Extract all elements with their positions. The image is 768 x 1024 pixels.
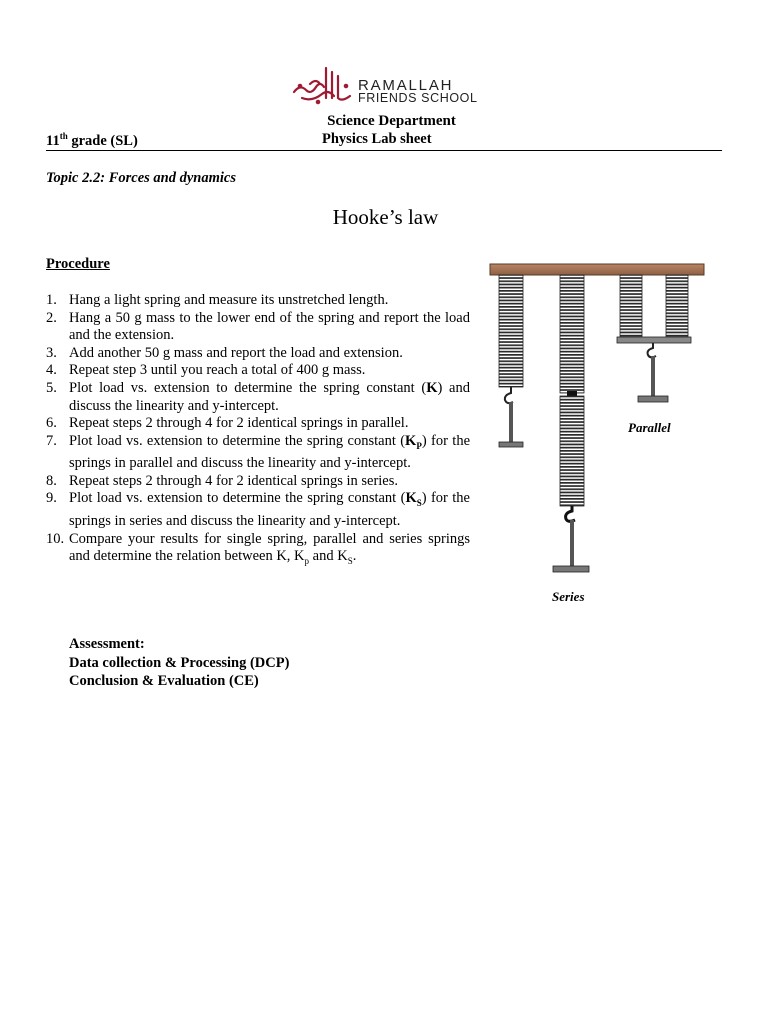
constant-letter: K xyxy=(405,490,417,507)
step-number: 7. xyxy=(46,432,57,449)
step-text-part: ) for the springs in series and discuss the linearity and y-intercept. xyxy=(69,490,470,529)
constant-subscript: P xyxy=(416,440,422,451)
step-text: Repeat step 3 until you reach a total of 400 g mass. xyxy=(69,362,366,379)
page-title: Hooke’s law xyxy=(332,205,439,229)
assessment-ce: Conclusion & Evaluation (CE) xyxy=(69,673,259,689)
series-label: Series xyxy=(552,589,585,604)
parallel-spring-assembly xyxy=(617,275,691,402)
step-text-part: ) for the springs in parallel and discuss the linearity and y-intercept. xyxy=(69,432,470,472)
constant-symbol xyxy=(405,433,422,449)
list-item xyxy=(46,345,470,363)
step-text: Repeat steps 2 through 4 for 2 identical springs in series. xyxy=(69,472,399,489)
assessment-block xyxy=(69,635,289,691)
step-number: 2. xyxy=(46,309,57,326)
list-item xyxy=(46,362,470,380)
list-item xyxy=(46,433,470,473)
grade-label xyxy=(46,131,138,150)
series-spring-assembly xyxy=(553,275,589,572)
constant-subscript: S xyxy=(347,555,353,566)
step-text xyxy=(69,531,470,571)
assessment-heading: Assessment: xyxy=(69,636,145,652)
grade-number: 11 xyxy=(46,132,60,149)
step-number: 8. xyxy=(46,472,57,489)
spring-apparatus-figure xyxy=(485,258,710,613)
step-text: Hang a 50 g mass to the lower end of the spring and report the load and the extension. xyxy=(69,309,470,344)
grade-suffix: th xyxy=(59,131,68,141)
step-number: 4. xyxy=(46,362,57,379)
header-divider xyxy=(46,150,722,151)
assessment-dcp: Data collection & Processing (DCP) xyxy=(69,654,290,671)
step-text-part: Plot load vs. extension to determine the spring constant ( xyxy=(69,432,406,449)
list-item xyxy=(46,490,470,530)
step-text-part: Plot load vs. extension to determine the spring constant ( xyxy=(69,379,427,396)
list-item xyxy=(46,531,470,571)
list-item xyxy=(46,380,470,415)
step-number: 6. xyxy=(46,415,57,432)
step-number: 9. xyxy=(46,490,57,507)
step-text: Repeat steps 2 through 4 for 2 identical springs in parallel. xyxy=(69,415,409,432)
step-text: Add another 50 g mass and report the load and extension. xyxy=(69,344,403,361)
step-text-part: Compare your results for single spring, parallel and series springs and determine the relation between K, K xyxy=(69,530,470,565)
grade-rest: grade (SL) xyxy=(67,132,138,149)
list-item xyxy=(46,310,470,345)
school-name-line2: FRIENDS SCHOOL xyxy=(358,91,478,105)
step-text-part: ) and discuss the linearity and y-intercept. xyxy=(69,379,470,414)
department-heading: Science Department xyxy=(327,113,456,129)
step-number: 1. xyxy=(46,292,57,308)
constant-subscript: p xyxy=(304,555,310,566)
procedure-heading: Procedure xyxy=(46,256,110,272)
step-text xyxy=(69,433,470,473)
constant-symbol: K xyxy=(426,379,438,396)
constant-letter: K xyxy=(405,432,417,449)
parallel-label: Parallel xyxy=(628,420,671,435)
support-board xyxy=(490,264,704,275)
school-name-line1: RAMALLAH xyxy=(358,77,454,94)
sheet-title: Physics Lab sheet xyxy=(322,131,432,147)
list-item xyxy=(46,292,470,310)
procedure-list xyxy=(46,292,470,571)
list-item xyxy=(46,473,470,491)
constant-symbol xyxy=(405,490,422,509)
constant-subscript: S xyxy=(416,498,422,509)
step-text xyxy=(69,380,470,415)
single-spring-assembly xyxy=(499,275,523,447)
step-number: 3. xyxy=(46,344,57,361)
step-text-part: . xyxy=(352,548,357,565)
step-text xyxy=(69,490,470,530)
step-text-part: Plot load vs. extension to determine the spring constant ( xyxy=(69,490,406,507)
step-number: 10. xyxy=(46,530,65,547)
step-text-part: and K xyxy=(309,548,348,565)
step-text: Hang a light spring and measure its unstretched length. xyxy=(69,292,389,308)
list-item xyxy=(46,415,470,433)
topic-line: Topic 2.2: Forces and dynamics xyxy=(46,170,236,186)
step-number: 5. xyxy=(46,379,57,396)
